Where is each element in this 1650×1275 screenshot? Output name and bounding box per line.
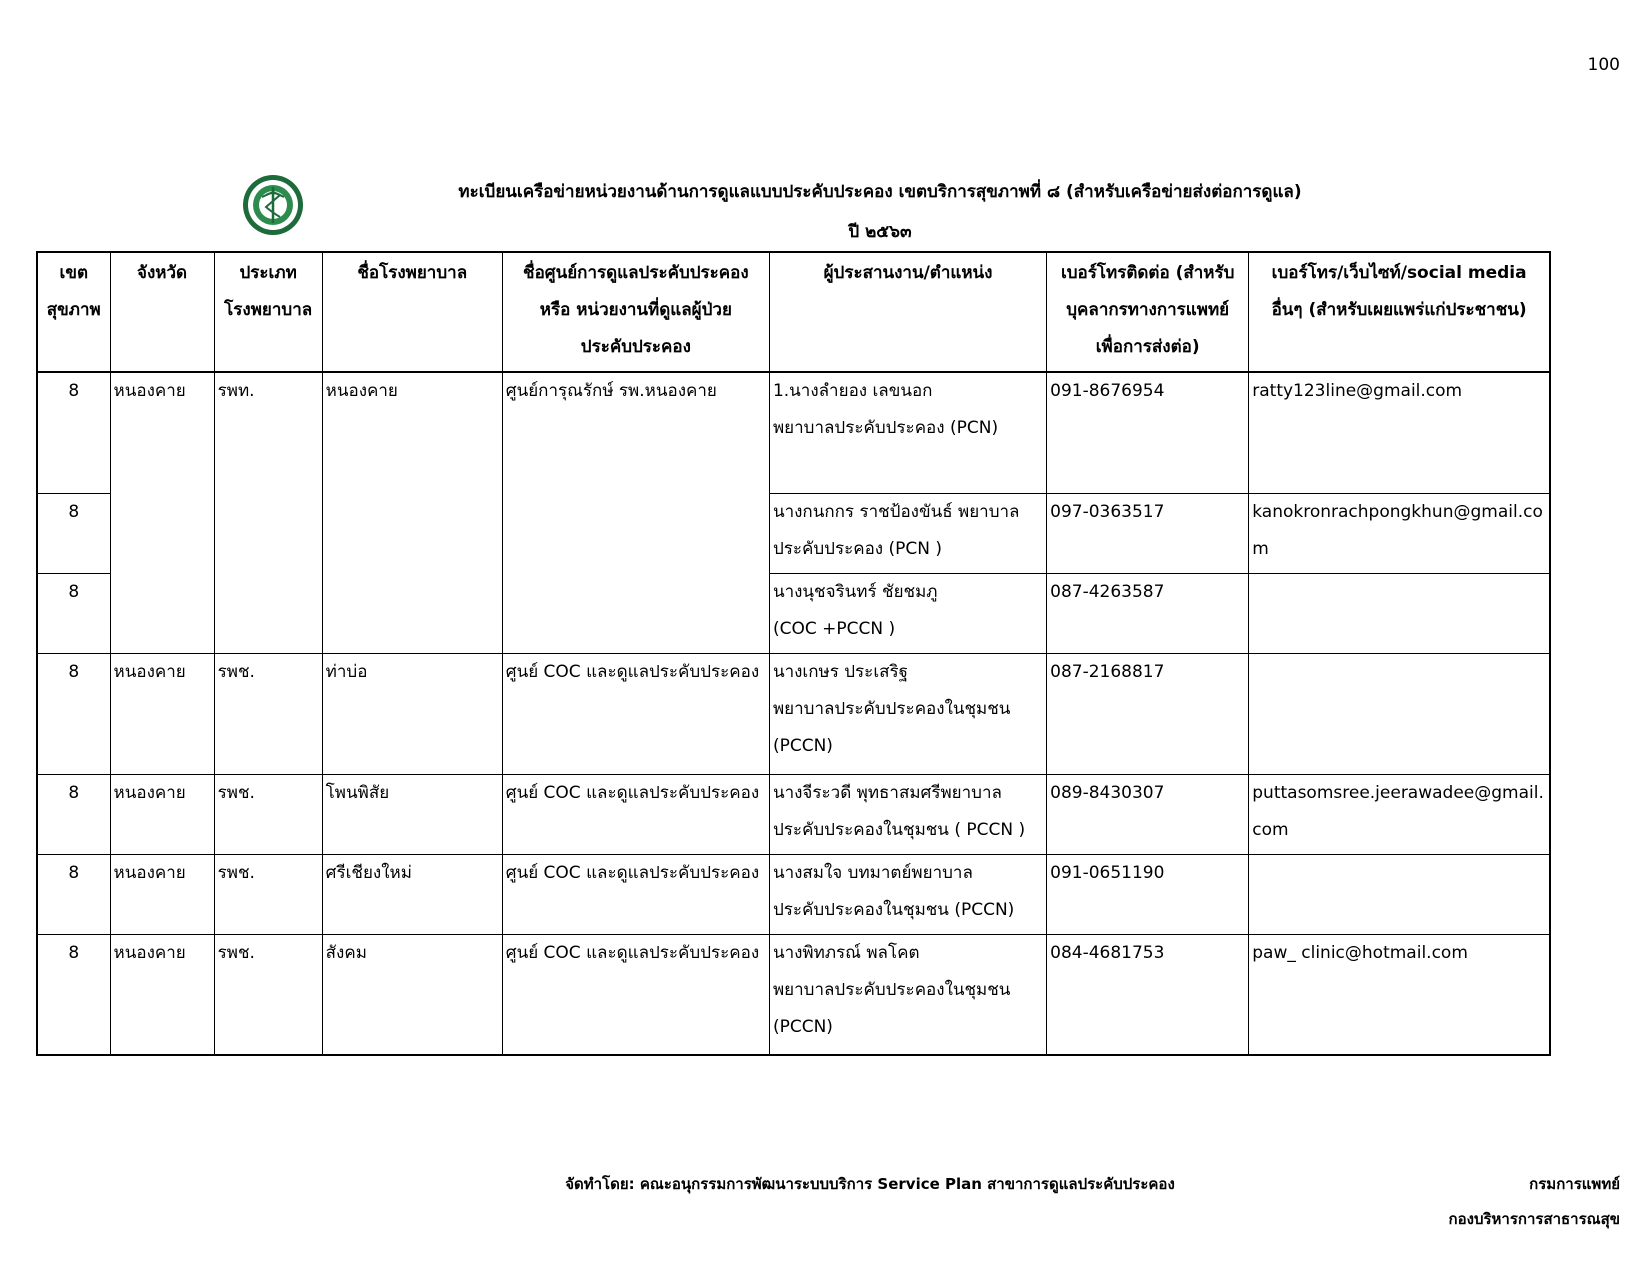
type-cell: รพช. bbox=[214, 934, 322, 1055]
phone-cell: 087-2168817 bbox=[1047, 653, 1249, 774]
type-cell: รพช. bbox=[214, 854, 322, 934]
phone-cell: 087-4263587 bbox=[1047, 573, 1249, 653]
province-cell: หนองคาย bbox=[110, 653, 214, 774]
province-cell: หนองคาย bbox=[110, 372, 214, 653]
contact-cell bbox=[1249, 573, 1550, 653]
zone-cell: 8 bbox=[37, 493, 110, 573]
type-cell: รพท. bbox=[214, 372, 322, 653]
province-cell: หนองคาย bbox=[110, 934, 214, 1055]
contact-cell: puttasomsree.jeerawadee@gmail.com bbox=[1249, 774, 1550, 854]
phone-cell: 091-8676954 bbox=[1047, 372, 1249, 493]
hospital-cell: ศรีเชียงใหม่ bbox=[322, 854, 502, 934]
contact-cell: kanokronrachpongkhun@gmail.com bbox=[1249, 493, 1550, 573]
phone-cell: 089-8430307 bbox=[1047, 774, 1249, 854]
hospital-cell: ท่าบ่อ bbox=[322, 653, 502, 774]
contact-cell: ratty123line@gmail.com bbox=[1249, 372, 1550, 493]
header-province: จังหวัด bbox=[110, 252, 214, 372]
center-cell: ศูนย์ COC และดูแลประคับประคอง bbox=[502, 653, 769, 774]
center-cell: ศูนย์ COC และดูแลประคับประคอง bbox=[502, 934, 769, 1055]
header-coordinator: ผู้ประสานงาน/ตำแหน่ง bbox=[769, 252, 1046, 372]
province-cell: หนองคาย bbox=[110, 854, 214, 934]
header-referral-phone: เบอร์โทรติดต่อ (สำหรับ บุคลากรทางการแพทย์ เพื่อการส่งต่อ) bbox=[1047, 252, 1249, 372]
province-cell: หนองคาย bbox=[110, 774, 214, 854]
phone-cell: 084-4681753 bbox=[1047, 934, 1249, 1055]
header-zone: เขต สุขภาพ bbox=[37, 252, 110, 372]
footer-department: กรมการแพทย์ bbox=[1529, 1175, 1620, 1193]
header-hospital-type: ประเภท โรงพยาบาล bbox=[214, 252, 322, 372]
coordinator-cell: นางพิทภรณ์ พลโคต พยาบาลประคับประคองในชุมชน (PCCN) bbox=[769, 934, 1046, 1055]
contact-cell bbox=[1249, 854, 1550, 934]
table-row bbox=[37, 934, 1550, 1055]
footer-prepared-by: จัดทำโดย: คณะอนุกรรมการพัฒนาระบบบริการ Service Plan สาขาการดูแลประคับประคอง bbox=[565, 1175, 1175, 1193]
hospital-cell: สังคม bbox=[322, 934, 502, 1055]
zone-cell: 8 bbox=[37, 774, 110, 854]
type-cell: รพช. bbox=[214, 653, 322, 774]
coordinator-cell: 1.นางลำยอง เลขนอก พยาบาลประคับประคอง (PCN) bbox=[769, 372, 1046, 493]
header-public-contact: เบอร์โทร/เว็บไซท์/social media อื่นๆ (สำหรับเผยแพร่แก่ประชาชน) bbox=[1249, 252, 1550, 372]
zone-cell: 8 bbox=[37, 854, 110, 934]
page-subtitle: ปี ๒๕๖๓ bbox=[848, 222, 912, 242]
table-row bbox=[37, 653, 1550, 774]
center-cell: ศูนย์ COC และดูแลประคับประคอง bbox=[502, 854, 769, 934]
hospital-cell: โพนพิสัย bbox=[322, 774, 502, 854]
footer-division: กองบริหารการสาธารณสุข bbox=[1448, 1210, 1620, 1228]
coordinator-cell: นางจีระวดี พุทธาสมศรีพยาบาล ประคับประคองในชุมชน ( PCCN ) bbox=[769, 774, 1046, 854]
zone-cell: 8 bbox=[37, 934, 110, 1055]
table-header-row bbox=[37, 252, 1550, 372]
ministry-seal-icon bbox=[238, 173, 308, 237]
coordinator-cell: นางสมใจ บทมาตย์พยาบาล ประคับประคองในชุมชน (PCCN) bbox=[769, 854, 1046, 934]
phone-cell: 097-0363517 bbox=[1047, 493, 1249, 573]
header-center-name: ชื่อศูนย์การดูแลประคับประคอง หรือ หน่วยงานที่ดูแลผู้ป่วย ประคับประคอง bbox=[502, 252, 769, 372]
page-number: 100 bbox=[1587, 55, 1620, 75]
contact-cell bbox=[1249, 653, 1550, 774]
center-cell: ศูนย์ COC และดูแลประคับประคอง bbox=[502, 774, 769, 854]
table-row bbox=[37, 854, 1550, 934]
contact-cell: paw_ clinic@hotmail.com bbox=[1249, 934, 1550, 1055]
zone-cell: 8 bbox=[37, 372, 110, 493]
type-cell: รพช. bbox=[214, 774, 322, 854]
zone-cell: 8 bbox=[37, 653, 110, 774]
coordinator-cell: นางเกษร ประเสริฐ พยาบาลประคับประคองในชุมชน (PCCN) bbox=[769, 653, 1046, 774]
hospital-cell: หนองคาย bbox=[322, 372, 502, 653]
zone-cell: 8 bbox=[37, 573, 110, 653]
phone-cell: 091-0651190 bbox=[1047, 854, 1249, 934]
table-row bbox=[37, 774, 1550, 854]
coordinator-cell: นางนุชจรินทร์ ชัยชมภู (COC +PCCN ) bbox=[769, 573, 1046, 653]
table-row bbox=[37, 372, 1550, 493]
page-title: ทะเบียนเครือข่ายหน่วยงานด้านการดูแลแบบประคับประคอง เขตบริการสุขภาพที่ ๘ (สำหรับเครือข่ายส่งต่อการดูแล) bbox=[458, 182, 1302, 202]
header-hospital-name: ชื่อโรงพยาบาล bbox=[322, 252, 502, 372]
coordinator-cell: นางกนกกร ราชป้องขันธ์ พยาบาล ประคับประคอง (PCN ) bbox=[769, 493, 1046, 573]
registry-table bbox=[36, 251, 1551, 1056]
center-cell: ศูนย์การุณรักษ์ รพ.หนองคาย bbox=[502, 372, 769, 653]
